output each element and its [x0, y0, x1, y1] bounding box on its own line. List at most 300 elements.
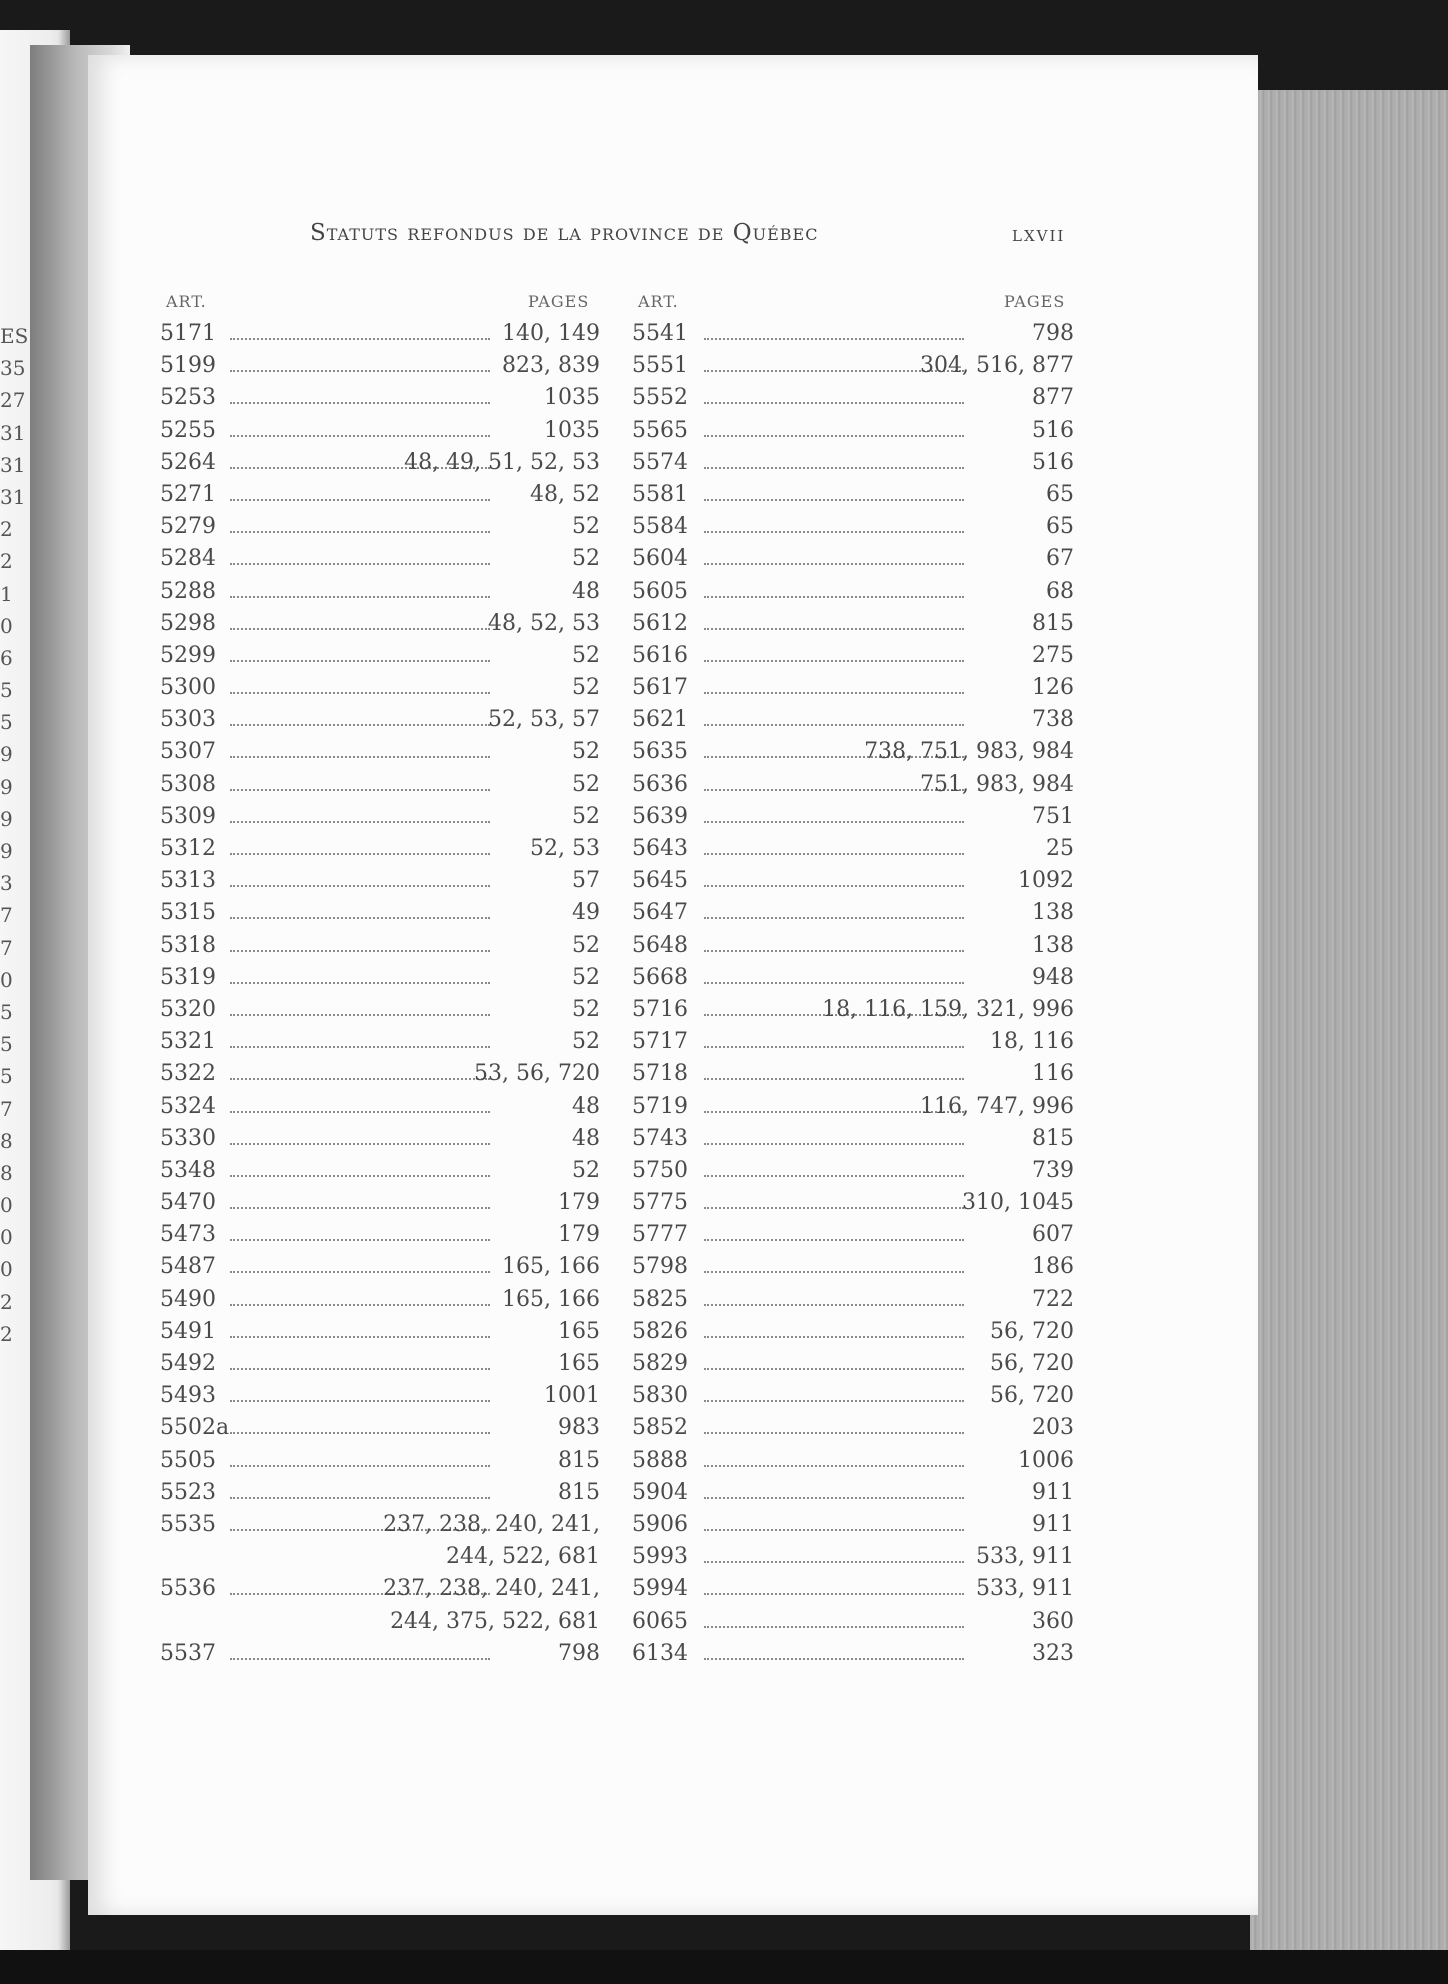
index-entry [160, 1606, 600, 1638]
dot-leader [704, 499, 964, 501]
index-entry [632, 576, 1074, 608]
article-number: 5535 [160, 1511, 216, 1537]
index-entry [632, 1155, 1074, 1187]
page-references: 165 [558, 1318, 600, 1344]
index-entry [160, 1316, 600, 1348]
dot-leader [230, 370, 490, 372]
index-entry [632, 608, 1074, 640]
index-entry [160, 994, 600, 1026]
article-number: 5750 [632, 1157, 688, 1183]
article-number: 5298 [160, 610, 216, 636]
index-entry [160, 1541, 600, 1573]
page-references: 67 [1046, 546, 1074, 572]
dot-leader [704, 950, 964, 952]
index-entry [632, 1187, 1074, 1219]
page-references: 25 [1046, 836, 1074, 861]
index-entry [632, 543, 1074, 575]
index-entry [160, 415, 600, 447]
article-number: 5717 [632, 1029, 688, 1055]
page-references: 52 [572, 739, 600, 765]
fragment-text: 35 [0, 356, 26, 381]
page-references: 310, 1045 [962, 1190, 1074, 1216]
page-references: 68 [1046, 578, 1074, 604]
dot-leader [230, 1014, 490, 1016]
article-number: 5565 [632, 417, 688, 443]
index-column-left [160, 318, 600, 1670]
article-number: 5473 [160, 1222, 216, 1248]
article-number: 5502a [160, 1415, 230, 1441]
page-references: 1035 [544, 417, 600, 443]
index-entry [160, 511, 600, 543]
article-number: 5645 [632, 868, 688, 894]
article-number: 6134 [632, 1640, 688, 1666]
page-references: 53, 56, 720 [474, 1061, 600, 1087]
fragment-text: 5 [0, 678, 13, 703]
index-entry [632, 1026, 1074, 1058]
page-references: 165 [558, 1351, 600, 1376]
dot-leader [230, 1111, 490, 1113]
index-entry [632, 382, 1074, 414]
page-references: 798 [558, 1640, 600, 1666]
dot-leader [230, 853, 490, 855]
article-number: 5470 [160, 1190, 216, 1216]
index-entry [632, 511, 1074, 543]
index-entry [160, 1509, 600, 1541]
index-entry [632, 1509, 1074, 1541]
dot-leader [230, 338, 490, 340]
index-entry [632, 1606, 1074, 1638]
fragment-text: 0 [0, 1257, 13, 1282]
page-references: 911 [1032, 1479, 1074, 1505]
dot-leader [230, 596, 490, 598]
dot-leader [704, 402, 964, 404]
article-number: 5719 [632, 1093, 688, 1119]
dot-leader [704, 1561, 964, 1563]
fragment-text: 9 [0, 806, 13, 831]
index-entry [160, 1412, 600, 1444]
dot-leader [704, 1078, 964, 1080]
index-entry [160, 350, 600, 382]
article-number: 5743 [632, 1125, 688, 1151]
article-number: 5581 [632, 481, 688, 507]
index-entry [160, 865, 600, 897]
page-references: 179 [558, 1222, 600, 1248]
index-entry [160, 1445, 600, 1477]
index-entry [160, 1219, 600, 1251]
article-number: 5635 [632, 739, 688, 765]
dot-leader [704, 1046, 964, 1048]
index-entry [632, 769, 1074, 801]
page-references: 722 [1032, 1286, 1074, 1312]
index-entry [160, 382, 600, 414]
dot-leader [230, 756, 490, 758]
index-entry [160, 833, 600, 865]
page-references: 52 [572, 932, 600, 958]
dot-leader [704, 1529, 964, 1531]
page-references: 186 [1032, 1254, 1074, 1280]
dot-leader [230, 821, 490, 823]
article-number: 5288 [160, 578, 216, 604]
fragment-text: 5 [0, 1064, 13, 1089]
article-number: 5777 [632, 1222, 688, 1248]
dot-leader [704, 1336, 964, 1338]
page-references: 983 [558, 1415, 600, 1441]
index-entry [632, 479, 1074, 511]
article-number: 5830 [632, 1383, 688, 1409]
index-entry [160, 704, 600, 736]
article-number: 5537 [160, 1640, 216, 1666]
article-number: 5536 [160, 1576, 216, 1602]
dot-leader [704, 692, 964, 694]
page-references: 516 [1032, 417, 1074, 443]
fragment-text: 3 [0, 871, 13, 896]
dot-leader [230, 950, 490, 952]
page-references: 116, 747, 996 [920, 1093, 1074, 1119]
page-references: 48, 52 [530, 481, 600, 507]
article-number: 5621 [632, 707, 688, 733]
dot-leader [230, 1078, 490, 1080]
article-number: 5906 [632, 1511, 688, 1537]
article-number: 5852 [632, 1415, 688, 1441]
page-references: 140, 149 [502, 321, 600, 346]
index-entry [160, 1348, 600, 1380]
dot-leader [230, 1368, 490, 1370]
index-entry [632, 865, 1074, 897]
article-number: 5605 [632, 578, 688, 604]
article-number: 5636 [632, 771, 688, 797]
page-references: 1006 [1018, 1447, 1074, 1473]
article-number: 5552 [632, 385, 688, 411]
article-number: 5993 [632, 1544, 688, 1570]
article-number: 5300 [160, 675, 216, 701]
article-number: 5647 [632, 900, 688, 926]
index-entry [160, 543, 600, 575]
index-entry [632, 833, 1074, 865]
dot-leader [230, 402, 490, 404]
page-references: 877 [1032, 385, 1074, 411]
article-number: 5487 [160, 1254, 216, 1280]
fragment-text: 0 [0, 1225, 13, 1250]
index-entry [160, 1155, 600, 1187]
fragment-text: 0 [0, 613, 13, 638]
article-number: 5584 [632, 514, 688, 540]
article-number: 5994 [632, 1576, 688, 1602]
index-entry [160, 608, 600, 640]
dot-leader [230, 660, 490, 662]
index-entry [632, 1123, 1074, 1155]
index-entry [160, 930, 600, 962]
page-references: 52 [572, 1157, 600, 1183]
dot-leader [230, 1143, 490, 1145]
page-references: 48 [572, 1125, 600, 1151]
article-number: 5320 [160, 996, 216, 1022]
dot-leader [230, 1336, 490, 1338]
index-entry [632, 1219, 1074, 1251]
page-references: 1001 [544, 1383, 600, 1409]
page-references: 1092 [1018, 868, 1074, 894]
article-number: 5617 [632, 675, 688, 701]
article-number: 5616 [632, 642, 688, 668]
dot-leader [230, 1400, 490, 1402]
fragment-text: 9 [0, 742, 13, 767]
dot-leader [230, 1046, 490, 1048]
dot-leader [704, 435, 964, 437]
article-number: 5648 [632, 932, 688, 958]
dot-leader [704, 1593, 964, 1595]
page-references: 48, 52, 53 [488, 610, 600, 636]
dot-leader [704, 821, 964, 823]
fragment-text: 5 [0, 710, 13, 735]
page-references: 52 [572, 1029, 600, 1055]
page-references: 815 [1032, 1125, 1074, 1151]
article-number: 5904 [632, 1479, 688, 1505]
page-references: 52 [572, 964, 600, 990]
fragment-text: 2 [0, 517, 13, 542]
fragment-text: 31 [0, 420, 26, 445]
article-number: 5318 [160, 932, 216, 958]
fragment-text: 1 [0, 581, 13, 606]
fragment-text: 2 [0, 1321, 13, 1346]
dot-leader [704, 1432, 964, 1434]
dot-leader [230, 1432, 490, 1434]
previous-page-fragments [0, 320, 29, 1350]
index-column-right [632, 318, 1074, 1670]
dot-leader [704, 1239, 964, 1241]
article-number: 5493 [160, 1383, 216, 1409]
article-number: 5718 [632, 1061, 688, 1087]
scan-bottom-band [0, 1950, 1448, 1984]
dot-leader [704, 724, 964, 726]
dot-leader [230, 1497, 490, 1499]
dot-leader [704, 1175, 964, 1177]
page-references: 237, 238, 240, 241, [383, 1576, 600, 1602]
article-number: 5284 [160, 546, 216, 572]
article-number: 5888 [632, 1447, 688, 1473]
dot-leader [230, 692, 490, 694]
dot-leader [704, 982, 964, 984]
article-number: 5604 [632, 546, 688, 572]
index-entry [160, 1187, 600, 1219]
page-references: 18, 116, 159, 321, 996 [822, 996, 1074, 1022]
dot-leader [230, 1304, 490, 1306]
article-number: 5313 [160, 868, 216, 894]
article-number: 5324 [160, 1093, 216, 1119]
article-number: 5322 [160, 1061, 216, 1087]
page-references: 244, 375, 522, 681 [390, 1608, 600, 1634]
page-references: 237, 238, 240, 241, [383, 1511, 600, 1537]
page-references: 948 [1032, 964, 1074, 990]
article-number: 5315 [160, 900, 216, 926]
dot-leader [704, 596, 964, 598]
index-entry [632, 994, 1074, 1026]
page-references: 49 [572, 900, 600, 926]
fragment-text: 7 [0, 935, 13, 960]
page-references: 52 [572, 514, 600, 540]
fragment-text: 8 [0, 1160, 13, 1185]
article-number: 5716 [632, 996, 688, 1022]
article-number: 5307 [160, 739, 216, 765]
dot-leader [230, 917, 490, 919]
index-entry [632, 930, 1074, 962]
page-references: 244, 522, 681 [446, 1544, 600, 1570]
index-entry [160, 1380, 600, 1412]
index-entry [160, 1026, 600, 1058]
dot-leader [704, 628, 964, 630]
index-entry [160, 801, 600, 833]
fragment-text: 0 [0, 1193, 13, 1218]
index-entry [160, 1251, 600, 1283]
index-entry [632, 1316, 1074, 1348]
article-number: 5612 [632, 610, 688, 636]
index-entry [632, 1541, 1074, 1573]
fragment-text: 9 [0, 839, 13, 863]
page-references: 52 [572, 675, 600, 701]
dot-leader [230, 1465, 490, 1467]
page-references: 116 [1032, 1061, 1074, 1087]
fragment-text: 31 [0, 452, 26, 477]
dot-leader [704, 531, 964, 533]
article-number: 5255 [160, 417, 216, 443]
index-entry [632, 801, 1074, 833]
page-references: 751 [1032, 803, 1074, 829]
page-references: 65 [1046, 514, 1074, 540]
index-entry [632, 1573, 1074, 1605]
dot-leader [704, 563, 964, 565]
page-references: 57 [572, 868, 600, 894]
page-references: 56, 720 [990, 1383, 1074, 1409]
page-references: 275 [1032, 642, 1074, 668]
article-number: 5321 [160, 1029, 216, 1055]
dot-leader [704, 1497, 964, 1499]
article-number: 5643 [632, 836, 688, 861]
fragment-text: 6 [0, 645, 13, 670]
index-entry [632, 897, 1074, 929]
dot-leader [230, 1207, 490, 1209]
article-number: 5798 [632, 1254, 688, 1280]
page-references: 739 [1032, 1157, 1074, 1183]
dot-leader [704, 467, 964, 469]
page-references: 798 [1032, 321, 1074, 346]
dot-leader [704, 885, 964, 887]
index-entry [160, 1284, 600, 1316]
article-number: 5253 [160, 385, 216, 411]
dot-leader [230, 563, 490, 565]
right-pages-header: PAGES [1004, 292, 1066, 311]
article-number: 5171 [160, 321, 216, 346]
article-number: 5829 [632, 1351, 688, 1376]
page-references: 18, 116 [990, 1029, 1074, 1055]
article-number: 5330 [160, 1125, 216, 1151]
page-references: 815 [558, 1447, 600, 1473]
article-number: 5299 [160, 642, 216, 668]
article-number: 5271 [160, 481, 216, 507]
page-references: 533, 911 [976, 1576, 1074, 1602]
page-references: 48, 49, 51, 52, 53 [404, 449, 600, 475]
article-number: 5639 [632, 803, 688, 829]
dot-leader [704, 1658, 964, 1660]
article-number: 5264 [160, 449, 216, 475]
fragment-text: 2 [0, 549, 13, 574]
fragment-text: 7 [0, 1096, 13, 1121]
page-references: 533, 911 [976, 1544, 1074, 1570]
index-entry [632, 1380, 1074, 1412]
index-entry [632, 1348, 1074, 1380]
page-references: 56, 720 [990, 1351, 1074, 1376]
page-references: 52, 53 [530, 836, 600, 861]
page-references: 911 [1032, 1511, 1074, 1537]
fragment-text: ES [0, 324, 29, 348]
dot-leader [230, 1658, 490, 1660]
article-number: 5319 [160, 964, 216, 990]
article-number: 5492 [160, 1351, 216, 1376]
running-title: Statuts refondus de la province de Québec [310, 220, 819, 246]
index-entry [160, 736, 600, 768]
index-entry [632, 736, 1074, 768]
page-references: 607 [1032, 1222, 1074, 1248]
index-entry [160, 640, 600, 672]
index-entry [632, 350, 1074, 382]
index-entry [632, 415, 1074, 447]
article-number: 5826 [632, 1318, 688, 1344]
dot-leader [230, 499, 490, 501]
dot-leader [704, 338, 964, 340]
page-references: 48 [572, 578, 600, 604]
dot-leader [230, 435, 490, 437]
article-number: 6065 [632, 1608, 688, 1634]
index-entry [160, 318, 600, 350]
fragment-text: 9 [0, 774, 13, 799]
index-entry [632, 1445, 1074, 1477]
dot-leader [230, 789, 490, 791]
article-number: 5491 [160, 1318, 216, 1344]
page-references: 360 [1032, 1608, 1074, 1634]
index-entry [632, 1058, 1074, 1090]
index-entry [632, 1477, 1074, 1509]
index-entry [160, 769, 600, 801]
page-references: 323 [1032, 1640, 1074, 1666]
dot-leader [230, 982, 490, 984]
page-references: 823, 839 [502, 353, 600, 379]
article-number: 5541 [632, 321, 688, 346]
fragment-text: 2 [0, 1289, 13, 1314]
page-stack-edge [1250, 90, 1448, 1984]
page-references: 52 [572, 546, 600, 572]
fragment-text: 27 [0, 388, 26, 413]
article-number: 5825 [632, 1286, 688, 1312]
index-entry [632, 640, 1074, 672]
dot-leader [230, 628, 490, 630]
page-references: 52 [572, 996, 600, 1022]
article-number: 5551 [632, 353, 688, 379]
index-entry [632, 672, 1074, 704]
right-art-header: ART. [638, 292, 679, 311]
page-references: 138 [1032, 932, 1074, 958]
page-references: 203 [1032, 1415, 1074, 1441]
dot-leader [704, 1400, 964, 1402]
index-entry [160, 1091, 600, 1123]
page-references: 738, 751, 983, 984 [864, 739, 1074, 765]
page-references: 138 [1032, 900, 1074, 926]
article-number: 5309 [160, 803, 216, 829]
dot-leader [704, 1271, 964, 1273]
index-entry [160, 1638, 600, 1670]
dot-leader [704, 1465, 964, 1467]
index-entry [160, 672, 600, 704]
page-references: 52 [572, 642, 600, 668]
fragment-text: 8 [0, 1128, 13, 1153]
dot-leader [704, 660, 964, 662]
dot-leader [704, 1143, 964, 1145]
